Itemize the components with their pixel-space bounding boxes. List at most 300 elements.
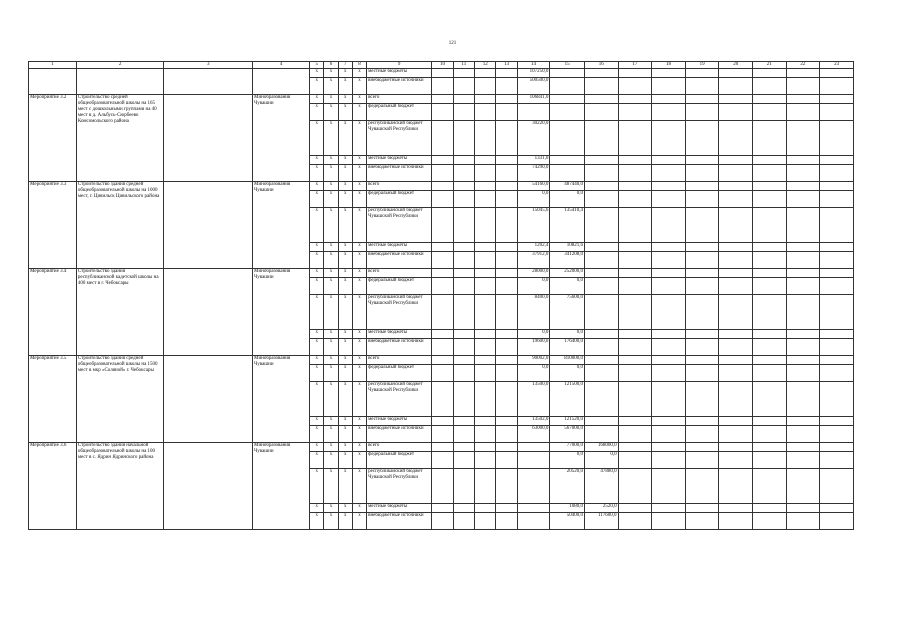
marker-cell: х (324, 95, 338, 104)
value-cell-14: 8400,0 (517, 295, 550, 330)
marker-cell: х (310, 182, 324, 191)
value-cell-16 (584, 417, 618, 426)
empty-cell (685, 426, 719, 443)
marker-cell: х (310, 426, 324, 443)
empty-cell (786, 504, 820, 513)
empty-cell (475, 513, 496, 530)
empty-cell (685, 182, 719, 191)
empty-cell (496, 356, 517, 365)
empty-cell (475, 417, 496, 426)
marker-cell: х (338, 417, 352, 426)
value-cell-16: 47880,0 (584, 469, 618, 504)
value-cell-15: 77000,0 (550, 443, 585, 452)
marker-cell: х (324, 69, 338, 78)
empty-cell (453, 78, 474, 95)
measure-id-cell: Мероприятие 3.3 (29, 182, 77, 269)
empty-cell (753, 252, 787, 269)
empty-cell (453, 339, 474, 356)
value-cell-15: 0,0 (550, 278, 585, 295)
funding-source-cell: внебюджетные источники (367, 252, 432, 269)
marker-cell: х (324, 330, 338, 339)
value-cell-16 (584, 339, 618, 356)
marker-cell: х (352, 295, 366, 330)
column-3-cell (164, 69, 253, 95)
empty-cell (753, 121, 787, 156)
empty-cell (719, 121, 753, 156)
empty-cell (685, 417, 719, 426)
marker-cell: х (324, 104, 338, 121)
empty-cell (685, 165, 719, 182)
marker-cell: х (338, 339, 352, 356)
empty-cell (685, 104, 719, 121)
column-3-cell (164, 269, 253, 356)
empty-cell (786, 78, 820, 95)
marker-cell: х (352, 443, 366, 452)
marker-cell: х (352, 182, 366, 191)
empty-cell (453, 504, 474, 513)
value-cell-15: 0,0 (550, 330, 585, 339)
value-cell-14: 0,0 (517, 330, 550, 339)
empty-cell (432, 365, 453, 382)
marker-cell: х (352, 278, 366, 295)
marker-cell: х (310, 269, 324, 278)
value-cell-14: 107250,0 (517, 69, 550, 78)
empty-cell (786, 443, 820, 452)
empty-cell (786, 295, 820, 330)
value-cell-15: 121520,0 (550, 417, 585, 426)
empty-cell (496, 121, 517, 156)
value-cell-15: 0,0 (550, 365, 585, 382)
empty-cell (618, 469, 652, 504)
empty-cell (685, 469, 719, 504)
empty-cell (618, 269, 652, 278)
funding-source-cell: местные бюджеты (367, 156, 432, 165)
value-cell-14: 0,0 (517, 191, 550, 208)
empty-cell (453, 208, 474, 243)
marker-cell: х (352, 156, 366, 165)
empty-cell (652, 330, 686, 339)
marker-cell: х (310, 78, 324, 95)
value-cell-16 (584, 156, 618, 165)
empty-cell (475, 95, 496, 104)
empty-cell (453, 469, 474, 504)
empty-cell (496, 330, 517, 339)
empty-cell (496, 104, 517, 121)
value-cell-16 (584, 356, 618, 365)
empty-cell (475, 182, 496, 191)
marker-cell: х (324, 382, 338, 417)
empty-cell (820, 278, 854, 295)
funding-source-cell: республиканский бюджет Чувашской Республики (367, 382, 432, 417)
empty-cell (685, 330, 719, 339)
empty-cell (786, 417, 820, 426)
column-header: 13 (496, 62, 517, 69)
empty-cell (652, 365, 686, 382)
empty-cell (685, 504, 719, 513)
empty-cell (685, 252, 719, 269)
empty-cell (652, 121, 686, 156)
column-header: 1 (29, 62, 77, 69)
value-cell-14 (517, 469, 550, 504)
marker-cell: х (338, 443, 352, 452)
empty-cell (786, 339, 820, 356)
empty-cell (685, 356, 719, 365)
empty-cell (432, 339, 453, 356)
empty-cell (453, 513, 474, 530)
marker-cell: х (352, 513, 366, 530)
empty-cell (618, 243, 652, 252)
empty-cell (753, 426, 787, 443)
empty-cell (475, 156, 496, 165)
marker-cell: х (338, 278, 352, 295)
empty-cell (475, 252, 496, 269)
marker-cell: х (338, 121, 352, 156)
funding-source-cell: внебюджетные источники (367, 165, 432, 182)
value-cell-15: 341208,0 (550, 252, 585, 269)
value-cell-15: 810000,0 (550, 356, 585, 365)
value-cell-14: 30220,0 (517, 121, 550, 156)
funding-source-cell: местные бюджеты (367, 330, 432, 339)
empty-cell (719, 95, 753, 104)
empty-cell (432, 295, 453, 330)
marker-cell: х (352, 69, 366, 78)
measure-title-cell: Строительство здания средней общеобразовательной школы на 1000 мест, г. Цивильск Цивильского района (76, 182, 164, 269)
empty-cell (820, 182, 854, 191)
value-cell-14: 28000,0 (517, 269, 550, 278)
marker-cell: х (310, 191, 324, 208)
empty-cell (652, 165, 686, 182)
marker-cell: х (352, 426, 366, 443)
empty-cell (618, 356, 652, 365)
empty-cell (719, 208, 753, 243)
marker-cell: х (324, 78, 338, 95)
empty-cell (753, 104, 787, 121)
empty-cell (719, 182, 753, 191)
empty-cell (820, 356, 854, 365)
empty-cell (786, 208, 820, 243)
empty-cell (753, 513, 787, 530)
marker-cell: х (338, 95, 352, 104)
empty-cell (432, 208, 453, 243)
marker-cell: х (324, 182, 338, 191)
marker-cell: х (324, 452, 338, 469)
empty-cell (453, 104, 474, 121)
empty-cell (786, 191, 820, 208)
empty-cell (786, 165, 820, 182)
marker-cell: х (338, 513, 352, 530)
marker-cell: х (324, 417, 338, 426)
empty-cell (719, 339, 753, 356)
empty-cell (753, 365, 787, 382)
empty-cell (618, 278, 652, 295)
empty-cell (685, 295, 719, 330)
empty-cell (453, 182, 474, 191)
empty-cell (496, 426, 517, 443)
empty-cell (618, 417, 652, 426)
empty-cell (820, 269, 854, 278)
empty-cell (496, 208, 517, 243)
empty-cell (618, 78, 652, 95)
value-cell-14: 1202,4 (517, 243, 550, 252)
empty-cell (496, 339, 517, 356)
empty-cell (719, 513, 753, 530)
column-header: 4 (253, 62, 310, 69)
empty-cell (753, 356, 787, 365)
empty-cell (618, 121, 652, 156)
empty-cell (475, 365, 496, 382)
value-cell-14: 500500,0 (517, 78, 550, 95)
funding-source-cell: всего (367, 356, 432, 365)
empty-cell (685, 243, 719, 252)
empty-cell (820, 208, 854, 243)
empty-cell (652, 191, 686, 208)
empty-cell (432, 69, 453, 78)
marker-cell: х (310, 156, 324, 165)
empty-cell (496, 191, 517, 208)
executor-cell (253, 69, 310, 95)
funding-source-cell: всего (367, 95, 432, 104)
empty-cell (753, 208, 787, 243)
marker-cell: х (324, 208, 338, 243)
value-cell-15 (550, 104, 585, 121)
empty-cell (719, 295, 753, 330)
empty-cell (475, 443, 496, 452)
value-cell-15: 176400,0 (550, 339, 585, 356)
empty-cell (820, 121, 854, 156)
empty-cell (496, 417, 517, 426)
empty-cell (496, 252, 517, 269)
empty-cell (652, 443, 686, 452)
empty-cell (496, 278, 517, 295)
empty-cell (820, 165, 854, 182)
empty-cell (432, 95, 453, 104)
empty-cell (820, 339, 854, 356)
empty-cell (786, 69, 820, 78)
empty-cell (685, 156, 719, 165)
empty-cell (786, 95, 820, 104)
value-cell-15: 252000,0 (550, 269, 585, 278)
marker-cell: х (324, 156, 338, 165)
funding-source-cell: местные бюджеты (367, 417, 432, 426)
marker-cell: х (324, 469, 338, 504)
empty-cell (753, 382, 787, 417)
funding-source-cell: местные бюджеты (367, 69, 432, 78)
marker-cell: х (310, 95, 324, 104)
value-cell-15: 0,0 (550, 452, 585, 469)
marker-cell: х (338, 191, 352, 208)
empty-cell (820, 243, 854, 252)
empty-cell (475, 278, 496, 295)
column-header: 17 (618, 62, 652, 69)
marker-cell: х (352, 417, 366, 426)
table-row (29, 69, 854, 78)
empty-cell (685, 69, 719, 78)
marker-cell: х (338, 504, 352, 513)
funding-source-cell: федеральный бюджет (367, 104, 432, 121)
marker-cell: х (338, 165, 352, 182)
value-cell-15 (550, 156, 585, 165)
empty-cell (753, 339, 787, 356)
marker-cell: х (310, 513, 324, 530)
value-cell-16 (584, 95, 618, 104)
empty-cell (432, 443, 453, 452)
empty-cell (475, 269, 496, 278)
empty-cell (652, 69, 686, 78)
column-header: 21 (753, 62, 787, 69)
value-cell-14: 15045,6 (517, 208, 550, 243)
value-cell-15 (550, 95, 585, 104)
empty-cell (475, 191, 496, 208)
empty-cell (753, 69, 787, 78)
value-cell-15: 1080,0 (550, 504, 585, 513)
marker-cell: х (352, 208, 366, 243)
value-cell-15: 50400,0 (550, 513, 585, 530)
empty-cell (753, 156, 787, 165)
value-cell-14 (517, 443, 550, 452)
empty-cell (753, 78, 787, 95)
marker-cell: х (324, 252, 338, 269)
marker-cell: х (352, 504, 366, 513)
marker-cell: х (338, 182, 352, 191)
empty-cell (618, 69, 652, 78)
empty-cell (432, 504, 453, 513)
marker-cell: х (310, 365, 324, 382)
empty-cell (685, 513, 719, 530)
value-cell-16: 0,0 (584, 452, 618, 469)
empty-cell (652, 182, 686, 191)
value-cell-15: 121500,0 (550, 382, 585, 417)
empty-cell (432, 382, 453, 417)
column-header: 7 (338, 62, 352, 69)
measure-title-cell: Строительство здания республиканской кадетской школы на 400 мест в г. Чебоксары (76, 269, 164, 356)
marker-cell: х (352, 191, 366, 208)
funding-source-cell: внебюджетные источники (367, 426, 432, 443)
empty-cell (453, 426, 474, 443)
marker-cell: х (352, 121, 366, 156)
empty-cell (432, 104, 453, 121)
empty-cell (496, 295, 517, 330)
empty-cell (652, 243, 686, 252)
value-cell-16: 168000,0 (584, 443, 618, 452)
empty-cell (719, 78, 753, 95)
empty-cell (820, 382, 854, 417)
marker-cell: х (338, 208, 352, 243)
empty-cell (432, 417, 453, 426)
empty-cell (820, 426, 854, 443)
value-cell-15: 135410,4 (550, 208, 585, 243)
executor-cell: Минобразования Чувашии (253, 356, 310, 443)
empty-cell (786, 269, 820, 278)
value-cell-15: 567000,0 (550, 426, 585, 443)
empty-cell (786, 382, 820, 417)
empty-cell (475, 504, 496, 513)
empty-cell (820, 504, 854, 513)
executor-cell: Минобразования Чувашии (253, 182, 310, 269)
empty-cell (432, 191, 453, 208)
empty-cell (786, 121, 820, 156)
marker-cell: х (352, 382, 366, 417)
empty-cell (719, 69, 753, 78)
empty-cell (719, 330, 753, 339)
empty-cell (453, 165, 474, 182)
value-cell-16 (584, 330, 618, 339)
marker-cell: х (324, 356, 338, 365)
table-row (29, 356, 854, 365)
empty-cell (496, 78, 517, 95)
measure-title-cell: Строительство здания начальной общеобразовательной школы на 100 мест в с. Ядрин Ядринского района (76, 443, 164, 530)
empty-cell (453, 278, 474, 295)
empty-cell (685, 78, 719, 95)
empty-cell (475, 339, 496, 356)
marker-cell: х (338, 69, 352, 78)
marker-cell: х (338, 382, 352, 417)
marker-cell: х (310, 330, 324, 339)
value-cell-14: 74290,0 (517, 165, 550, 182)
empty-cell (786, 252, 820, 269)
marker-cell: х (324, 295, 338, 330)
empty-cell (618, 452, 652, 469)
empty-cell (432, 269, 453, 278)
empty-cell (652, 269, 686, 278)
marker-cell: х (324, 513, 338, 530)
empty-cell (475, 330, 496, 339)
empty-cell (618, 382, 652, 417)
empty-cell (719, 426, 753, 443)
marker-cell: х (338, 426, 352, 443)
marker-cell: х (310, 382, 324, 417)
empty-cell (786, 513, 820, 530)
empty-cell (719, 452, 753, 469)
empty-cell (432, 121, 453, 156)
marker-cell: х (310, 339, 324, 356)
empty-cell (719, 417, 753, 426)
marker-cell: х (352, 78, 366, 95)
empty-cell (652, 452, 686, 469)
value-cell-16 (584, 243, 618, 252)
empty-cell (496, 452, 517, 469)
empty-cell (685, 365, 719, 382)
empty-cell (618, 104, 652, 121)
marker-cell: х (324, 443, 338, 452)
empty-cell (475, 165, 496, 182)
empty-cell (652, 78, 686, 95)
empty-cell (820, 104, 854, 121)
marker-cell: х (310, 69, 324, 78)
marker-cell: х (310, 443, 324, 452)
empty-cell (719, 165, 753, 182)
empty-cell (685, 208, 719, 243)
value-cell-16: 2520,0 (584, 504, 618, 513)
empty-cell (496, 182, 517, 191)
value-cell-14: 90002,0 (517, 356, 550, 365)
empty-cell (618, 443, 652, 452)
empty-cell (652, 339, 686, 356)
empty-cell (786, 243, 820, 252)
empty-cell (652, 95, 686, 104)
marker-cell: х (338, 452, 352, 469)
empty-cell (496, 165, 517, 182)
value-cell-16 (584, 295, 618, 330)
empty-cell (432, 426, 453, 443)
column-header: 11 (453, 62, 474, 69)
empty-cell (685, 269, 719, 278)
empty-cell (753, 330, 787, 339)
empty-cell (719, 469, 753, 504)
column-header: 5 (310, 62, 324, 69)
empty-cell (618, 208, 652, 243)
empty-cell (719, 191, 753, 208)
empty-cell (719, 104, 753, 121)
